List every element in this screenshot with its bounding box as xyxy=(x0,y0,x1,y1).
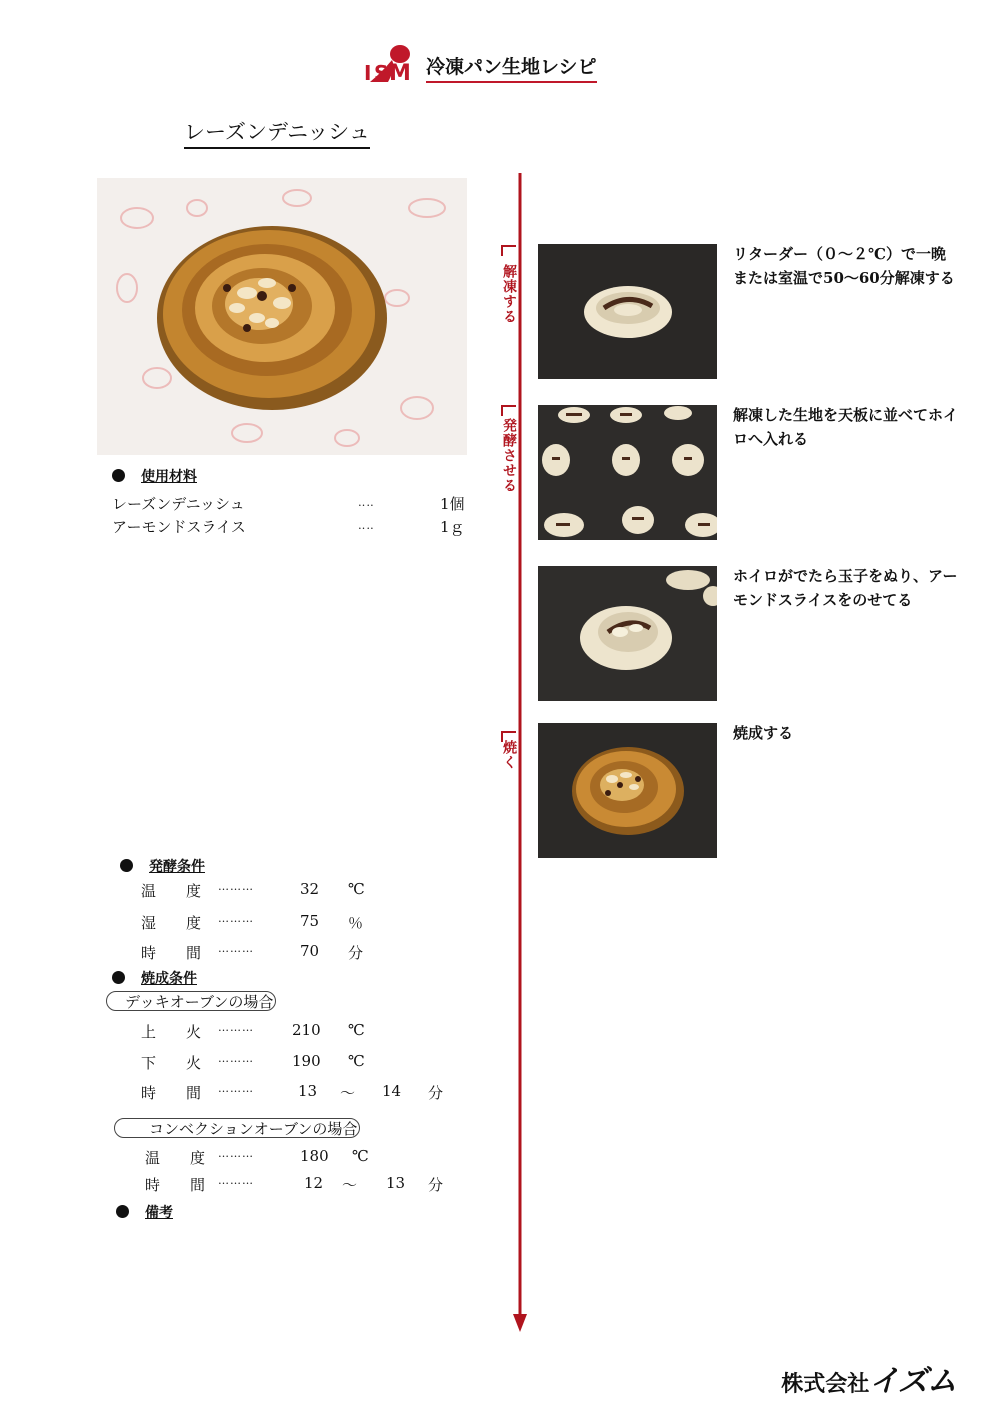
condition-unit: 分 xyxy=(428,1176,444,1194)
condition-label: 下 火 xyxy=(141,1054,202,1072)
condition-label: 湿 度 xyxy=(141,914,202,932)
leader-dots: ‥‥ xyxy=(358,496,375,509)
step-3-text: ホイロがでたら玉子をぬり、アーモンドスライスをのせてる xyxy=(733,567,958,609)
bullet-icon xyxy=(112,971,125,984)
range-tilde: ～ xyxy=(342,1176,358,1194)
convection-oven-label: コンベクションオーブンの場合 xyxy=(114,1118,360,1138)
condition-unit: ℃ xyxy=(348,880,365,898)
fermentation-heading: 発酵条件 xyxy=(120,856,205,876)
ingredients-heading: 使用材料 xyxy=(112,466,197,486)
arrow-down-icon xyxy=(513,1314,527,1332)
ingredient-row: レーズンデニッシュ xyxy=(112,495,245,513)
condition-value: 12 xyxy=(304,1174,324,1192)
company-prefix: 株式会社 xyxy=(781,1372,870,1397)
bullet-icon xyxy=(120,859,133,872)
condition-value: 75 xyxy=(300,912,320,930)
condition-value: 70 xyxy=(300,942,320,960)
step-4-text: 焼成する xyxy=(733,724,794,742)
range-tilde: ～ xyxy=(340,1084,356,1102)
condition-label: 時 間 xyxy=(141,1084,202,1102)
brand-logo xyxy=(362,42,597,86)
condition-value: 14 xyxy=(382,1082,402,1100)
step-3-photo xyxy=(538,566,717,701)
page-title: レーズンデニッシュ xyxy=(184,116,370,149)
leader-dots: ……… xyxy=(218,1052,254,1065)
leader-dots: ……… xyxy=(218,942,254,955)
svg-text:S: S xyxy=(374,61,389,85)
step-2-text: 解凍した生地を天板に並べてホイロへ入れる xyxy=(733,406,959,448)
ingredient-qty: 1個 xyxy=(440,495,465,513)
finished-pastry-photo xyxy=(97,178,467,455)
condition-unit: ％ xyxy=(348,914,364,932)
condition-value: 210 xyxy=(292,1021,321,1039)
leader-dots: ……… xyxy=(218,1174,254,1187)
leader-dots: ……… xyxy=(218,1021,254,1034)
leader-dots: ……… xyxy=(218,880,254,893)
condition-value: 190 xyxy=(292,1052,321,1070)
bullet-icon xyxy=(112,469,125,482)
bullet-icon xyxy=(116,1205,129,1218)
baking-heading: 焼成条件 xyxy=(112,968,197,988)
stage-bake-label: 焼く xyxy=(501,740,517,770)
leader-dots: ‥‥ xyxy=(358,519,375,532)
condition-label: 温 度 xyxy=(145,1149,206,1167)
svg-text:M: M xyxy=(389,61,411,86)
ingredient-row: アーモンドスライス xyxy=(112,518,246,536)
condition-value: 32 xyxy=(300,880,320,898)
leader-dots: ……… xyxy=(218,912,254,925)
condition-label: 時 間 xyxy=(141,944,202,962)
step-2-photo xyxy=(538,405,717,540)
condition-value: 13 xyxy=(386,1174,406,1192)
step-4-photo xyxy=(538,723,717,858)
stage-thaw-label: 解凍する xyxy=(501,264,517,324)
condition-unit: ℃ xyxy=(352,1147,369,1165)
svg-text:I: I xyxy=(364,61,372,85)
ingredient-qty: 1ｇ xyxy=(440,518,465,536)
leader-dots: ……… xyxy=(218,1082,254,1095)
stage-tick xyxy=(502,406,516,416)
condition-unit: 分 xyxy=(428,1084,444,1102)
condition-unit: ℃ xyxy=(348,1052,365,1070)
step-1-text: リターダー（０～２℃）で一晩または室温で50～60分解凍する xyxy=(733,245,955,287)
condition-unit: 分 xyxy=(348,944,364,962)
notes-heading: 備考 xyxy=(116,1202,173,1222)
condition-value: 13 xyxy=(298,1082,318,1100)
condition-label: 時 間 xyxy=(145,1176,206,1194)
company-brand: イズム xyxy=(869,1364,956,1399)
condition-unit: ℃ xyxy=(348,1021,365,1039)
condition-label: 温 度 xyxy=(141,882,202,900)
condition-label: 上 火 xyxy=(141,1023,202,1041)
step-1-photo xyxy=(538,244,717,379)
ism-logo-mark xyxy=(362,42,422,86)
stage-tick xyxy=(502,246,516,256)
logo-text: 冷凍パン生地レシピ xyxy=(426,52,597,83)
deck-oven-label: デッキオーブンの場合 xyxy=(106,991,276,1011)
leader-dots: ……… xyxy=(218,1147,254,1160)
condition-value: 180 xyxy=(300,1147,329,1165)
stage-proof-label: 発酵させる xyxy=(501,418,517,493)
company-name xyxy=(781,1356,956,1400)
